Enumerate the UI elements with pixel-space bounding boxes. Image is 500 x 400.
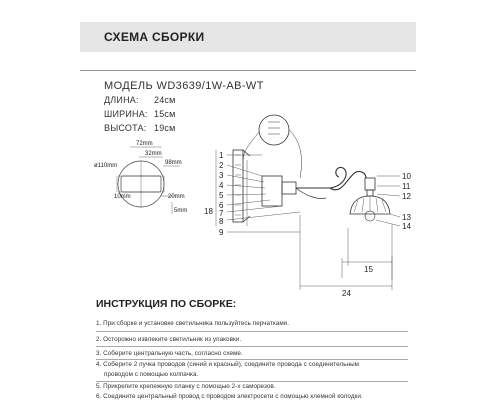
callout-13: 13 xyxy=(402,213,411,222)
mount-plate-detail xyxy=(117,147,180,214)
callout-5: 5 xyxy=(219,191,224,200)
instruction-step: 3. Соберите центральную часть, согласно схеме. xyxy=(96,350,243,357)
callout-8: 8 xyxy=(219,217,224,226)
instruction-step: 6. Соедините центральный провод с проводом электросети с помощью клемной колодки. xyxy=(96,393,363,400)
dim-label: 72mm xyxy=(136,141,153,147)
instruction-step: 4. Соберите 2 пучка проводов (синий и красный), соедините провода с соединительным xyxy=(96,361,360,368)
dim-label: ø110mm xyxy=(94,163,118,169)
dim-label: 98mm xyxy=(165,160,182,166)
bulb xyxy=(365,211,375,221)
dim-shade-width-label: 15 xyxy=(364,265,373,274)
divider xyxy=(96,381,408,382)
callout-12: 12 xyxy=(402,192,411,201)
instruction-step: 2. Осторожно извлеките светильник из упаковки. xyxy=(96,336,242,343)
dim-length-label: 24 xyxy=(342,289,351,298)
page-title: СХЕМА СБОРКИ xyxy=(104,30,205,44)
dim-label: 5mm xyxy=(174,208,188,214)
callout-1: 1 xyxy=(219,151,224,160)
spec-value: 15см xyxy=(154,109,176,119)
callout-2: 2 xyxy=(219,161,224,170)
spec-label: ДЛИНА: xyxy=(104,95,139,105)
instruction-step: 1. При сборке и установке светильника пользуйтесь перчатками. xyxy=(96,320,290,327)
arm-joint xyxy=(282,182,296,194)
spec-value: 24см xyxy=(154,95,176,105)
callout-7: 7 xyxy=(219,209,224,218)
callout-10: 10 xyxy=(402,172,411,181)
callout-11: 11 xyxy=(402,182,411,191)
callout-4: 4 xyxy=(219,181,224,190)
detail-zoom-circle xyxy=(259,115,289,145)
spec-label: ШИРИНА: xyxy=(104,109,148,119)
callout-14: 14 xyxy=(402,222,411,231)
model-number: МОДЕЛЬ WD3639/1W-AB-WT xyxy=(104,80,264,92)
callout-9: 9 xyxy=(219,228,224,237)
instructions-title: ИНСТРУКЦИЯ ПО СБОРКЕ: xyxy=(96,298,237,310)
dim-label: 20mm xyxy=(168,194,185,200)
instruction-step-continued: проводом с помощью колпачка. xyxy=(104,371,199,378)
divider xyxy=(96,359,408,360)
divider xyxy=(96,331,408,332)
instruction-step: 5. Прикрепите крепежную планку с помощью 2-х саморезов. xyxy=(96,383,276,390)
callout-3: 3 xyxy=(219,171,224,180)
callout-6: 6 xyxy=(219,201,224,210)
socket xyxy=(365,178,375,190)
divider xyxy=(96,346,408,347)
dim-label: 10mm xyxy=(114,194,131,200)
backplate xyxy=(262,176,282,206)
dim-label: 32mm xyxy=(145,151,162,157)
spec-label: ВЫСОТА: xyxy=(104,123,147,133)
dim-height-label: 18 xyxy=(204,207,213,216)
spec-value: 19см xyxy=(154,123,176,133)
